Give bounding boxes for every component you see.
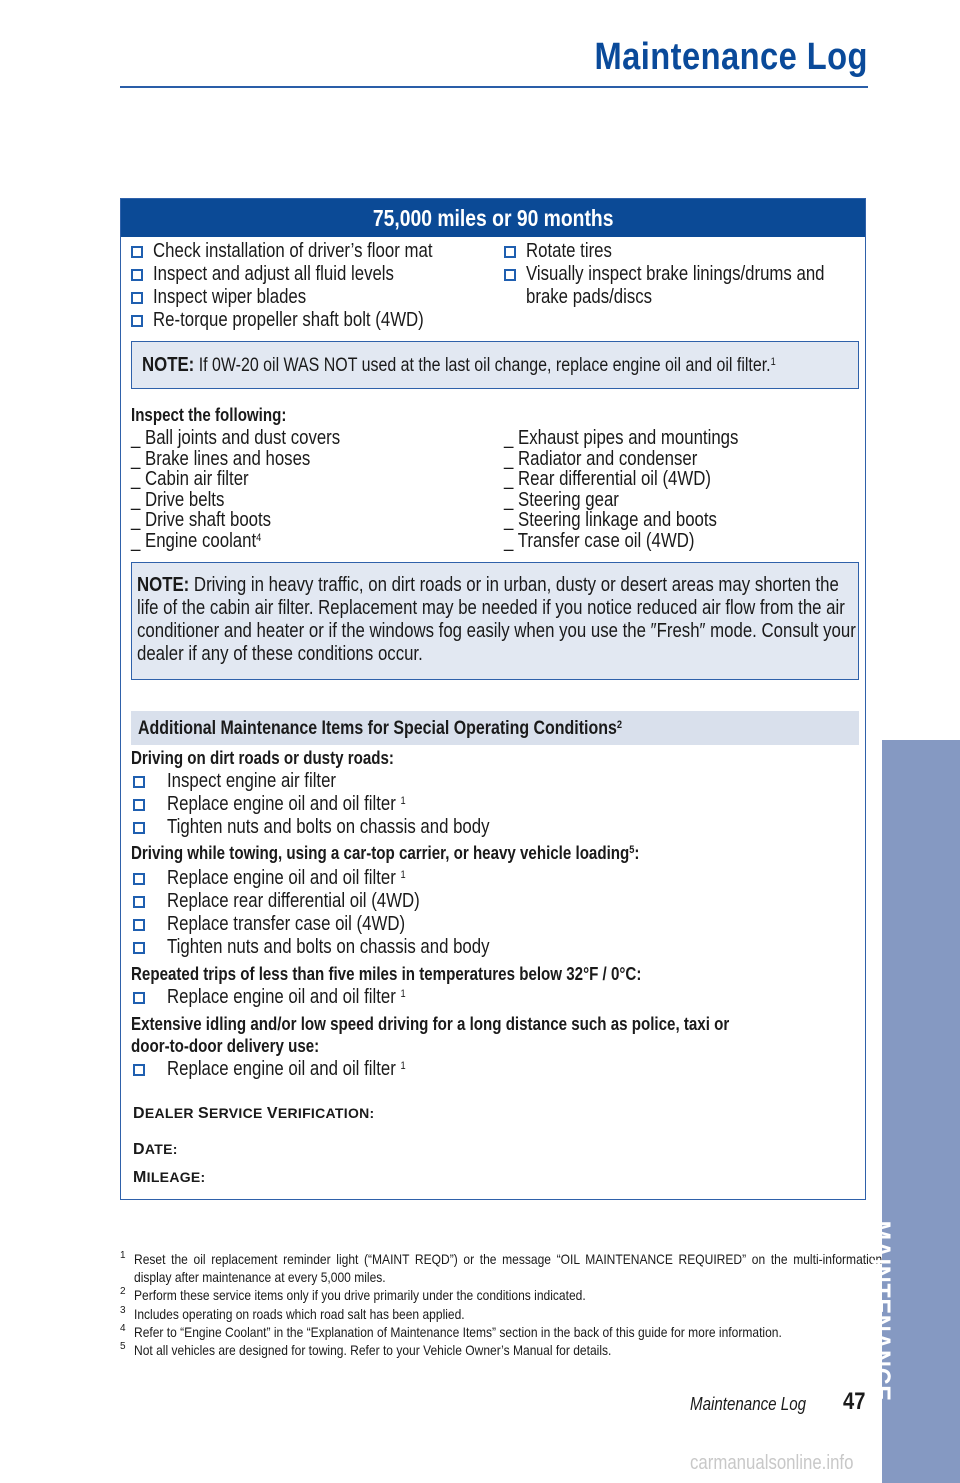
inspect-item — [504, 469, 783, 490]
mileage-label — [133, 1169, 206, 1187]
footnote-text: Includes operating on roads which road salt has been applied. — [134, 1305, 465, 1322]
section-heading-text: Driving on dirt roads or dusty roads: — [131, 748, 394, 768]
checklist-item-label: Re-torque propeller shaft bolt (4WD) — [153, 309, 424, 331]
sidebar-label — [865, 1206, 896, 1417]
checklist-item[interactable] — [131, 770, 551, 793]
idling-heading — [131, 1014, 843, 1035]
checklist-item-label: Replace rear differential oil (4WD) — [167, 890, 420, 912]
footnote-ref: 2 — [616, 719, 623, 731]
checkbox-icon[interactable] — [504, 269, 516, 281]
small-caps-initial: S — [198, 1105, 209, 1122]
dealer-verification-label — [133, 1105, 375, 1123]
checklist-item[interactable] — [131, 263, 486, 286]
checkbox-icon[interactable] — [133, 873, 145, 885]
inspect-item — [131, 428, 380, 449]
inspect-item — [131, 510, 380, 531]
footnote: 1 Reset the oil replacement reminder light (“MAINT REQD”) or the message “OIL MAINTENANCE REQUIRED” on the multi-information display after maintenance at every 5,000 miles. — [120, 1250, 883, 1286]
checkbox-icon[interactable] — [133, 799, 145, 811]
small-caps-initial: M — [133, 1169, 147, 1186]
small-caps-rest: EALER — [144, 1105, 198, 1121]
footnote-text: Perform these service items only if you drive primarily under the conditions indicated. — [134, 1287, 586, 1304]
inspect-item-label: _ Cabin air filter — [131, 468, 249, 491]
additional-items-title: Additional Maintenance Items for Special Operating Conditions — [138, 718, 617, 739]
checklist-item-label: Replace transfer case oil (4WD) — [167, 913, 406, 935]
footnote: 4 Refer to “Engine Coolant” in the “Explanation of Maintenance Items” section in the back of this guide for more information. — [120, 1323, 868, 1341]
inspect-heading-text: Inspect the following: — [131, 405, 287, 425]
checkbox-icon[interactable] — [133, 919, 145, 931]
inspect-item-label: _ Engine coolant — [131, 529, 257, 552]
checklist-item[interactable] — [131, 286, 486, 309]
inspect-item-label: _ Drive shaft boots — [131, 509, 272, 532]
small-caps-rest: ATE: — [144, 1141, 178, 1157]
small-caps-initial: D — [133, 1105, 145, 1122]
inspect-item-label: _ Exhaust pipes and mountings — [504, 427, 739, 449]
checklist-item[interactable] — [131, 936, 551, 959]
footnote: 3 Includes operating on roads which road salt has been applied. — [120, 1305, 868, 1323]
footnote-ref: 5 — [629, 844, 635, 856]
inspect-item — [131, 449, 380, 470]
checklist-item-label: Rotate tires — [526, 240, 612, 262]
checkbox-icon[interactable] — [133, 896, 145, 908]
section-heading-text: Driving while towing, using a car-top carrier, or heavy vehicle loading — [131, 843, 630, 863]
section-heading-suffix: : — [634, 843, 640, 863]
small-caps-rest: ERIFICATION: — [277, 1105, 375, 1121]
note-label: NOTE: — [137, 574, 190, 596]
small-caps-initial: V — [266, 1105, 278, 1122]
checklist-item-continued — [504, 286, 881, 309]
checklist-item[interactable] — [131, 816, 551, 839]
checklist-item-label: Replace engine oil and oil filter — [167, 867, 396, 889]
inspect-item — [504, 531, 783, 552]
interval-header-text: 75,000 miles or 90 months — [372, 205, 614, 231]
checklist-item[interactable] — [131, 793, 551, 816]
interval-header — [121, 199, 865, 237]
footer-label — [690, 1394, 828, 1415]
oil-note — [131, 341, 859, 389]
footnote: 2 Perform these service items only if you drive primarily under the conditions indicated. — [120, 1286, 868, 1304]
inspect-item-label: _ Radiator and condenser — [504, 447, 698, 470]
checkbox-icon[interactable] — [131, 246, 143, 258]
checklist-item-label: Inspect and adjust all fluid levels — [153, 263, 394, 285]
checklist-item[interactable] — [131, 309, 486, 332]
inspect-heading — [131, 405, 316, 426]
inspect-item — [131, 490, 380, 511]
checklist-item-label: Replace engine oil and oil filter — [167, 1058, 396, 1080]
inspect-item-label: _ Drive belts — [131, 488, 225, 511]
checklist-item[interactable] — [131, 986, 451, 1009]
checkbox-icon[interactable] — [131, 315, 143, 327]
watermark — [690, 1452, 885, 1475]
footer-label-text: Maintenance Log — [690, 1394, 807, 1414]
footnote-ref: 1 — [400, 1060, 406, 1072]
checklist-item[interactable] — [131, 1058, 451, 1081]
section-heading-text: Repeated trips of less than five miles in temperatures below 32°F / 0°C: — [131, 964, 642, 984]
footnote-text: Refer to “Engine Coolant” in the “Explanation of Maintenance Items” section in the back of this guide for more information. — [134, 1323, 782, 1340]
page-number — [843, 1388, 870, 1416]
footnotes — [120, 1250, 883, 1359]
checklist-item[interactable] — [131, 240, 486, 263]
checkbox-icon[interactable] — [133, 822, 145, 834]
dirt-roads-list — [131, 770, 551, 839]
small-caps-rest: ILEAGE: — [146, 1169, 206, 1185]
towing-list — [131, 867, 551, 959]
inspect-list-left — [131, 428, 380, 552]
checkbox-icon[interactable] — [133, 1064, 145, 1076]
checklist-item-label: Tighten nuts and bolts on chassis and body — [167, 936, 490, 958]
checklist-item[interactable] — [131, 867, 551, 890]
inspect-item — [504, 490, 783, 511]
cabin-filter-note — [131, 562, 859, 680]
checklist-item-label: Inspect engine air filter — [167, 770, 337, 792]
page-number-text: 47 — [843, 1388, 866, 1415]
inspect-item-label: _ Brake lines and hoses — [131, 447, 311, 470]
idling-list — [131, 1058, 451, 1081]
checkbox-icon[interactable] — [133, 942, 145, 954]
checkbox-icon[interactable] — [133, 992, 145, 1004]
footnote-ref: 1 — [400, 988, 406, 1000]
dirt-roads-heading — [131, 748, 444, 769]
inspect-item — [131, 531, 380, 552]
inspect-item — [131, 469, 380, 490]
checklist-item-label: brake pads/discs — [526, 286, 653, 308]
inspect-item-label: _ Transfer case oil (4WD) — [504, 529, 695, 552]
footnote: 5 Not all vehicles are designed for towing. Refer to your Vehicle Owner’s Manual for details. — [120, 1341, 868, 1359]
date-label — [133, 1141, 178, 1159]
checkbox-icon[interactable] — [131, 292, 143, 304]
page-title: Maintenance Log — [594, 36, 868, 78]
note-text: Driving in heavy traffic, on dirt roads or in urban, dusty or desert areas may shorten the life of the cabin air filter. Replacement may be needed if you notice reduced air flow from the air conditioner and heater or if the windows fog easily when you use the ″Fresh″ mode. Consult your dealer if any of these conditions occur. — [137, 574, 856, 665]
cold-trips-list — [131, 986, 451, 1009]
checkbox-icon[interactable] — [504, 246, 516, 258]
checklist-item[interactable] — [504, 263, 881, 286]
note-label: NOTE: — [142, 354, 195, 376]
section-heading-text: Extensive idling and/or low speed driving for a long distance such as police, taxi or — [131, 1014, 730, 1034]
inspect-item — [504, 428, 783, 449]
checklist-right — [504, 240, 881, 309]
inspect-item-label: _ Ball joints and dust covers — [131, 427, 341, 449]
inspect-item — [504, 510, 783, 531]
checklist-item-label: Tighten nuts and bolts on chassis and body — [167, 816, 490, 838]
additional-items-heading — [131, 711, 859, 745]
checklist-item-label: Replace engine oil and oil filter — [167, 986, 396, 1008]
inspect-item-label: _ Steering linkage and boots — [504, 509, 717, 532]
inspect-list-right — [504, 428, 783, 552]
checklist-item-label: Visually inspect brake linings/drums and — [526, 263, 825, 285]
inspect-item — [504, 449, 783, 470]
idling-heading-line2 — [131, 1036, 355, 1057]
cold-trips-heading — [131, 964, 739, 985]
inspect-item-label: _ Rear differential oil (4WD) — [504, 468, 711, 491]
small-caps-initial: D — [133, 1141, 145, 1158]
checklist-item[interactable] — [131, 913, 551, 936]
footnote-text: Not all vehicles are designed for towing. Refer to your Vehicle Owner’s Manual for details. — [134, 1342, 612, 1359]
inspect-item-label: _ Steering gear — [504, 488, 619, 511]
footnote-ref: 1 — [400, 795, 406, 807]
checklist-item[interactable] — [504, 240, 881, 263]
title-rule — [120, 86, 868, 88]
section-heading-text: door-to-door delivery use: — [131, 1036, 320, 1056]
checklist-item[interactable] — [131, 890, 551, 913]
small-caps-rest: ERVICE — [208, 1105, 267, 1121]
note-text: If 0W-20 oil WAS NOT used at the last oil change, replace engine oil and oil filter. — [198, 355, 771, 376]
maintenance-box — [120, 198, 866, 1200]
checklist-item-label: Replace engine oil and oil filter — [167, 793, 396, 815]
watermark-text: carmanualsonline.info — [690, 1452, 854, 1474]
towing-heading — [131, 843, 736, 864]
checklist-left — [131, 240, 486, 332]
sidebar-label-text: MAINTENANCE — [866, 1220, 896, 1402]
checkbox-icon[interactable] — [133, 776, 145, 788]
footnote-text: Reset the oil replacement reminder light (“MAINT REQD”) or the message “OIL MAINTENANCE REQUIRED” on the multi-information display after maintenance at every 5,000 miles. — [134, 1251, 883, 1286]
checklist-item-label: Inspect wiper blades — [153, 286, 307, 308]
footnote-ref: 4 — [256, 531, 262, 544]
footnote-ref: 1 — [400, 869, 406, 881]
checklist-item-label: Check installation of driver’s floor mat — [153, 240, 433, 262]
footnote-ref: 1 — [770, 356, 776, 368]
checkbox-icon[interactable] — [131, 269, 143, 281]
